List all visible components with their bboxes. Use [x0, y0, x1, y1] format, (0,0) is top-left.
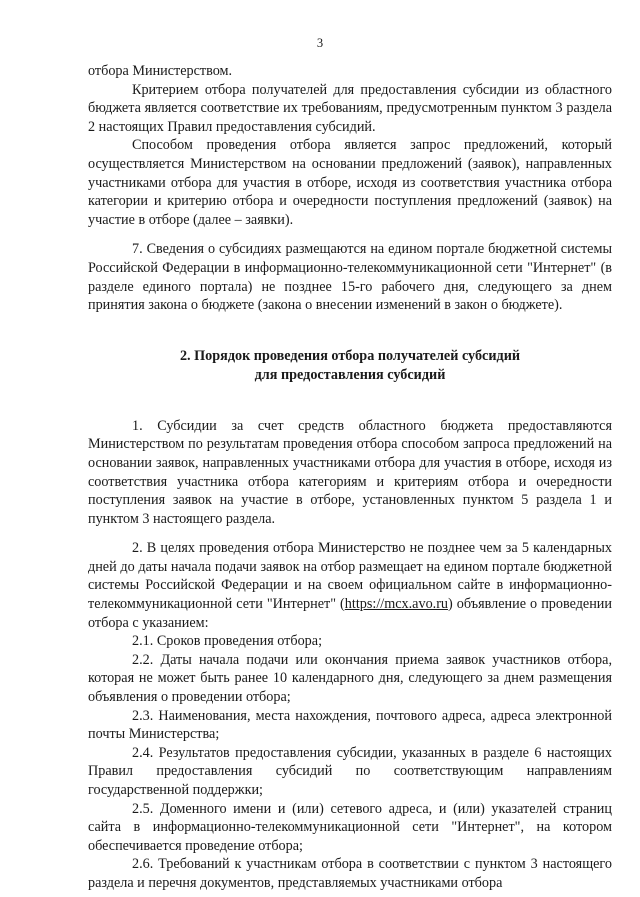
paragraph-item-2-text-start: 2. В целях проведения отбора Министерство не позднее чем за 5 календарных дней до даты начала подачи заявок на отбор размещает на едином портале бюджетной системы Российской Федерации и на своем официальном сайте в информационно-телекоммуникационной сети "Интернет" ( — [88, 540, 612, 613]
section-heading-line2: для предоставления субсидий — [254, 366, 446, 383]
paragraph-item-1: 1. Субсидии за счет средств областного бюджета предоставляются Министерством по результатам проведения отбора способом запроса предложений на основании заявок, направленных участниками отбора для участия в отборе, исходя из соответствия участника отбора категориям и критериям отбора и очередности поступления заявок на участие в отборе, установленных пунктом 5 раздела 1 и пунктом 3 настоящего раздела. — [88, 417, 612, 527]
paragraph-item-2-6: 2.6. Требований к участникам отбора в соответствии с пунктом 3 настоящего раздела и перечня документов, представляемых участниками отбора — [88, 856, 612, 891]
paragraph-item-2-text-end: ) объявление о проведении отбора с указанием: — [88, 596, 612, 631]
document-body — [88, 62, 612, 893]
paragraph-item-2-2: 2.2. Даты начала подачи или окончания приема заявок участников отбора, которая не может быть ранее 10 календарного дня, следующего за днем размещения объявления о проведении отбора; — [88, 651, 612, 706]
paragraph-selection-criterion: Критерием отбора получателей для предоставления субсидии из областного бюджета является соответствие их требованиям, предусмотренным пунктом 3 раздела 2 настоящих Правил предоставления субсидий. — [88, 81, 612, 135]
paragraph-item-2-3: 2.3. Наименования, места нахождения, почтового адреса, адреса электронной почты Министерства; — [88, 707, 612, 743]
section-heading-line1: 2. Порядок проведения отбора получателей субсидий — [179, 347, 521, 364]
section-heading — [88, 347, 612, 385]
ministry-site-link[interactable]: https://mcx.avo.ru — [344, 596, 449, 613]
paragraph-selection-method: Способом проведения отбора является запрос предложений, который осуществляется Министерством на основании предложений (заявок), направленных участниками отбора для участия в отборе, исходя из соответствия участника отбора категории и критерию отбора и очередности поступления предложений (заявок) на участие в отборе (далее – заявки). — [88, 137, 612, 228]
paragraph-item-2-4: 2.4. Результатов предоставления субсидии, указанных в разделе 6 настоящих Правил предоставления субсидий по соответствующим направлениям государственной поддержки; — [88, 744, 612, 798]
paragraph-item-2-1: 2.1. Сроков проведения отбора; — [132, 633, 323, 650]
paragraph-continuation: отбора Министерством. — [88, 63, 233, 79]
paragraph-item-7: 7. Сведения о субсидиях размещаются на едином портале бюджетной системы Российской Федерации в информационно-телекоммуникационной сети "Интернет" (в разделе единого портала) не позднее 15-го рабочего дня, следующего за днем принятия закона о бюджете (закона о внесении изменений в закон о бюджете). — [88, 241, 612, 314]
page-number: 3 — [316, 36, 324, 50]
paragraph-item-2-5: 2.5. Доменного имени и (или) сетевого адреса, и (или) указателей страниц сайта в информационно-телекоммуникационной сети "Интернет", на котором обеспечивается проведение отбора; — [88, 800, 612, 854]
paragraph-item-2 — [88, 539, 612, 632]
